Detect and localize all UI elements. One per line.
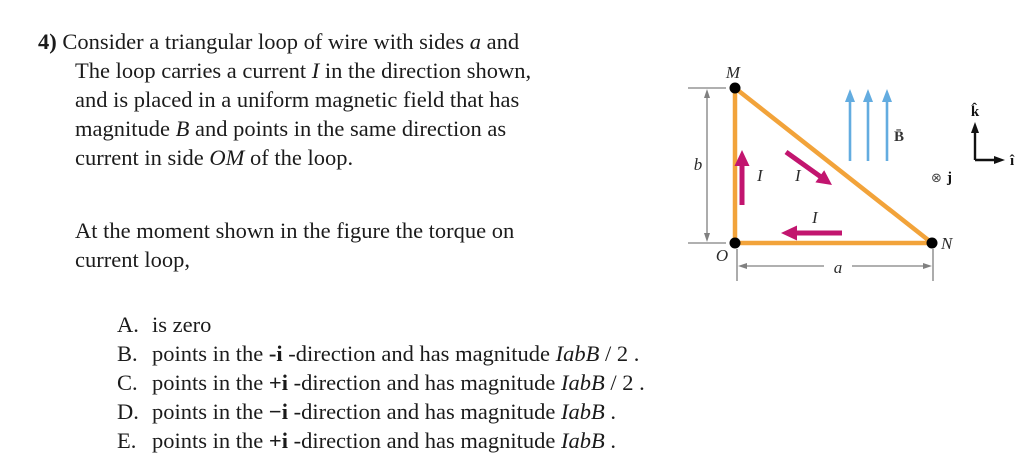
vertex-dot-M <box>730 83 741 94</box>
magnitude-IabB: IabB <box>561 428 605 453</box>
text-segment: Consider a triangular loop of wire with sides <box>62 29 470 54</box>
question-line-1 <box>75 216 514 245</box>
problem-line-4 <box>75 114 506 143</box>
vertex-label-O: O <box>715 246 729 265</box>
text-segment: and is placed in a uniform magnetic field that has <box>75 87 520 112</box>
dimension-b <box>688 88 726 243</box>
problem-line-5 <box>75 143 353 172</box>
magnitude-IabB: IabB <box>561 370 605 395</box>
field-arrowhead <box>882 89 892 102</box>
current-arrow-shaft <box>786 152 821 177</box>
var-I: I <box>311 58 320 83</box>
current-arrow-side-NO <box>781 226 842 241</box>
vertex-label-N: N <box>941 234 953 253</box>
text-segment: and <box>481 29 520 54</box>
magnetic-field-arrows <box>845 89 892 161</box>
choice-B <box>117 339 639 368</box>
text-segment: points in the <box>152 370 269 395</box>
var-B: B <box>175 116 190 141</box>
dimension-arrowhead <box>704 233 710 242</box>
figure-triangular-loop <box>680 55 1024 290</box>
choice-A-letter: A. <box>117 312 139 337</box>
text-segment: -direction and has magnitude <box>287 370 561 395</box>
choice-C <box>117 368 645 397</box>
vertex-dot-O <box>730 238 741 249</box>
text-segment: magnitude <box>75 116 176 141</box>
text-segment: . <box>604 399 616 424</box>
text-segment: / 2 . <box>604 370 645 395</box>
question-line-2 <box>75 245 190 274</box>
choice-A <box>117 310 211 339</box>
text-segment: The loop carries a current <box>75 58 312 83</box>
dimension-b-label: b <box>693 155 703 174</box>
problem-line-2 <box>75 56 531 85</box>
dimension-a-label: a <box>833 258 843 277</box>
problem-line-3 <box>75 85 519 114</box>
axis-j-label: j <box>947 170 952 186</box>
dimension-a <box>737 249 933 281</box>
magnitude-IabB: IabB <box>555 341 600 366</box>
into-page-symbol: ⊗ <box>931 171 942 186</box>
axis-k-label: k̂ <box>970 104 980 120</box>
text-segment: -direction and has magnitude <box>287 428 561 453</box>
choice-D-letter: D. <box>117 399 139 424</box>
dimension-arrowhead <box>738 263 747 269</box>
field-arrowhead <box>863 89 873 102</box>
text-segment: current in side <box>75 145 210 170</box>
text-segment: . <box>604 428 616 453</box>
vector-i-term: −i <box>268 399 288 424</box>
choice-E-letter: E. <box>117 428 137 453</box>
vertex-label-M: M <box>725 63 741 82</box>
text-segment: -direction and has magnitude <box>287 399 561 424</box>
text-segment: of the loop. <box>244 145 354 170</box>
dimension-arrowhead <box>923 263 932 269</box>
var-OM: OM <box>209 145 245 170</box>
coordinate-axes <box>971 122 1005 164</box>
var-a: a <box>469 29 482 54</box>
axis-i-label: î <box>1010 153 1015 169</box>
current-label-MN: I <box>795 166 801 185</box>
wire-loop-triangle <box>735 88 932 243</box>
axis-k-arrowhead <box>971 122 979 133</box>
current-arrowhead <box>781 226 797 241</box>
dimension-arrowhead <box>704 89 710 98</box>
current-label-OM: I <box>757 166 763 185</box>
text-segment: current loop, <box>75 247 190 272</box>
choice-C-letter: C. <box>117 370 138 395</box>
magnitude-IabB: IabB <box>561 399 605 424</box>
text-segment: -direction and has magnitude <box>282 341 556 366</box>
vector-i-term: -i <box>268 341 283 366</box>
choice-D <box>117 397 616 426</box>
field-arrowhead <box>845 89 855 102</box>
text-segment: points in the <box>152 428 269 453</box>
vector-i-term: +i <box>268 370 288 395</box>
problem-line-1 <box>38 27 519 56</box>
current-label-NO: I <box>812 208 818 227</box>
text-segment: At the moment shown in the figure the torque on <box>75 218 515 243</box>
vector-i-term: +i <box>268 428 288 453</box>
text-segment: points in the <box>152 341 269 366</box>
text-segment: is zero <box>152 312 212 337</box>
axis-i-arrowhead <box>994 156 1005 164</box>
choice-B-letter: B. <box>117 341 138 366</box>
text-segment: / 2 . <box>599 341 640 366</box>
vertex-dot-N <box>927 238 938 249</box>
text-segment: in the direction shown, <box>319 58 532 83</box>
text-segment: and points in the same direction as <box>189 116 507 141</box>
text-segment: points in the <box>152 399 269 424</box>
field-label-B: B̄ <box>894 129 905 145</box>
choice-E <box>117 426 616 455</box>
problem-number: 4) <box>38 29 63 54</box>
